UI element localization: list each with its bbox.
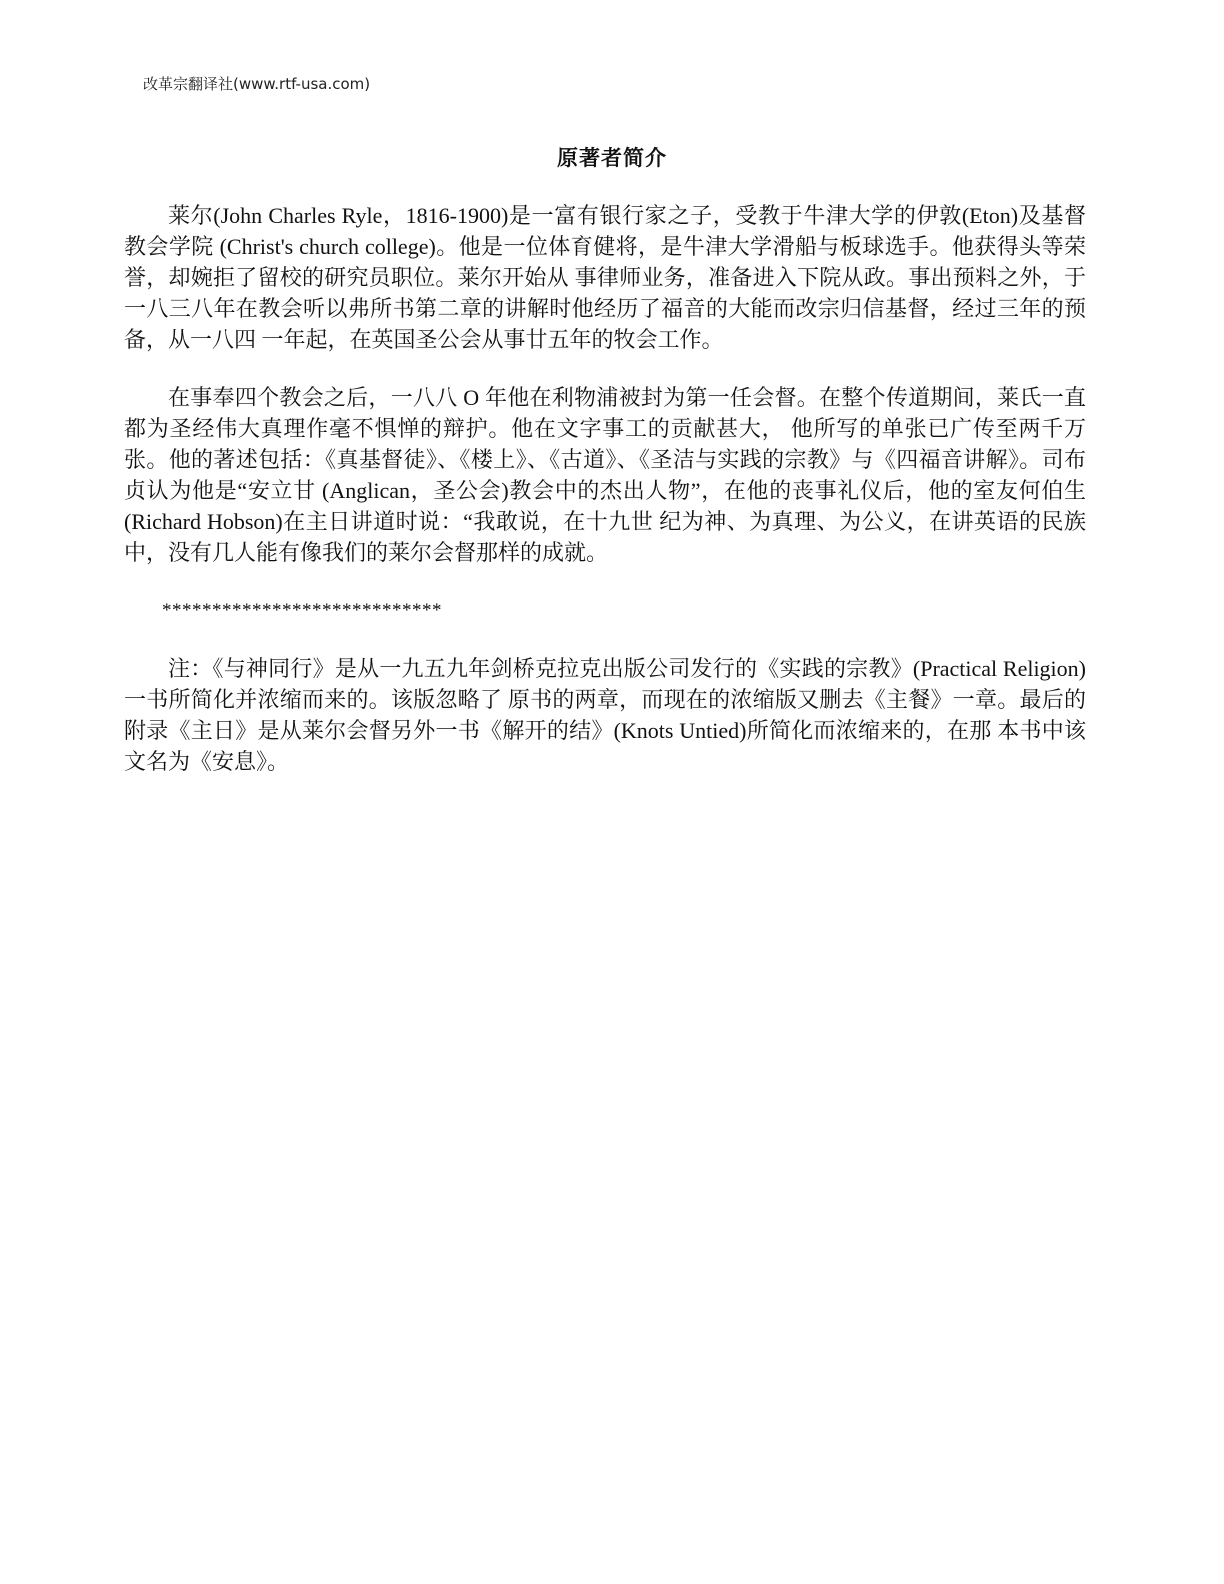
page-title: 原著者简介 bbox=[557, 146, 667, 170]
paragraph-ministry: 在事奉四个教会之后，一八八 O 年他在利物浦被封为第一任会督。在整个传道期间，莱氏一直都为圣经伟大真理作毫不惧惮的辩护。他在文字事工的贡献甚大， 他所写的单张已广传至两千万张。他的著述包括：《真基督徒》、《楼上》、《古道》、《圣洁与实践的宗教》与《四福音讲解》。司布贞认为他是“安立甘 (Anglican，圣公会)教会中的杰出人物”，在他的丧事礼仪后，他的室友何伯生(Richard Hobson)在主日讲道时说：“我敢说，在十九世 纪为神、为真理、为公义，在讲英语的民族中，没有几人能有像我们的莱尔会督那样的成就。 bbox=[124, 385, 1086, 565]
separator-line: **************************** bbox=[162, 600, 442, 621]
paragraph-note: 注：《与神同行》是从一九五九年剑桥克拉克出版公司发行的《实践的宗教》(Practical Religion)一书所简化并浓缩而来的。该版忽略了 原书的两章，而现在的浓缩版又删去《主餐》一章。最后的附录《主日》是从莱尔会督另外一书《解开的结》(Knots Untied)所简化而浓缩来的，在那 本书中该文名为《安息》。 bbox=[124, 656, 1086, 774]
paragraph-biography: 莱尔(John Charles Ryle，1816-1900)是一富有银行家之子，受教于牛津大学的伊敦(Eton)及基督教会学院 (Christ's church college)。他是一位体育健将，是牛津大学滑船与板球选手。他获得头等荣誉，却婉拒了留校的研究员职位。莱尔开始从 事律师业务，准备进入下院从政。事出预料之外，于一八三八年在教会听以弗所书第二章的讲解时他经历了福音的大能而改宗归信基督，经过三年的预备，从一八四 一年起，在英国圣公会从事廿五年的牧会工作。 bbox=[124, 203, 1086, 352]
page-header: 改革宗翻译社(www.rtf-usa.com) bbox=[143, 75, 371, 93]
document-body bbox=[124, 200, 1086, 804]
